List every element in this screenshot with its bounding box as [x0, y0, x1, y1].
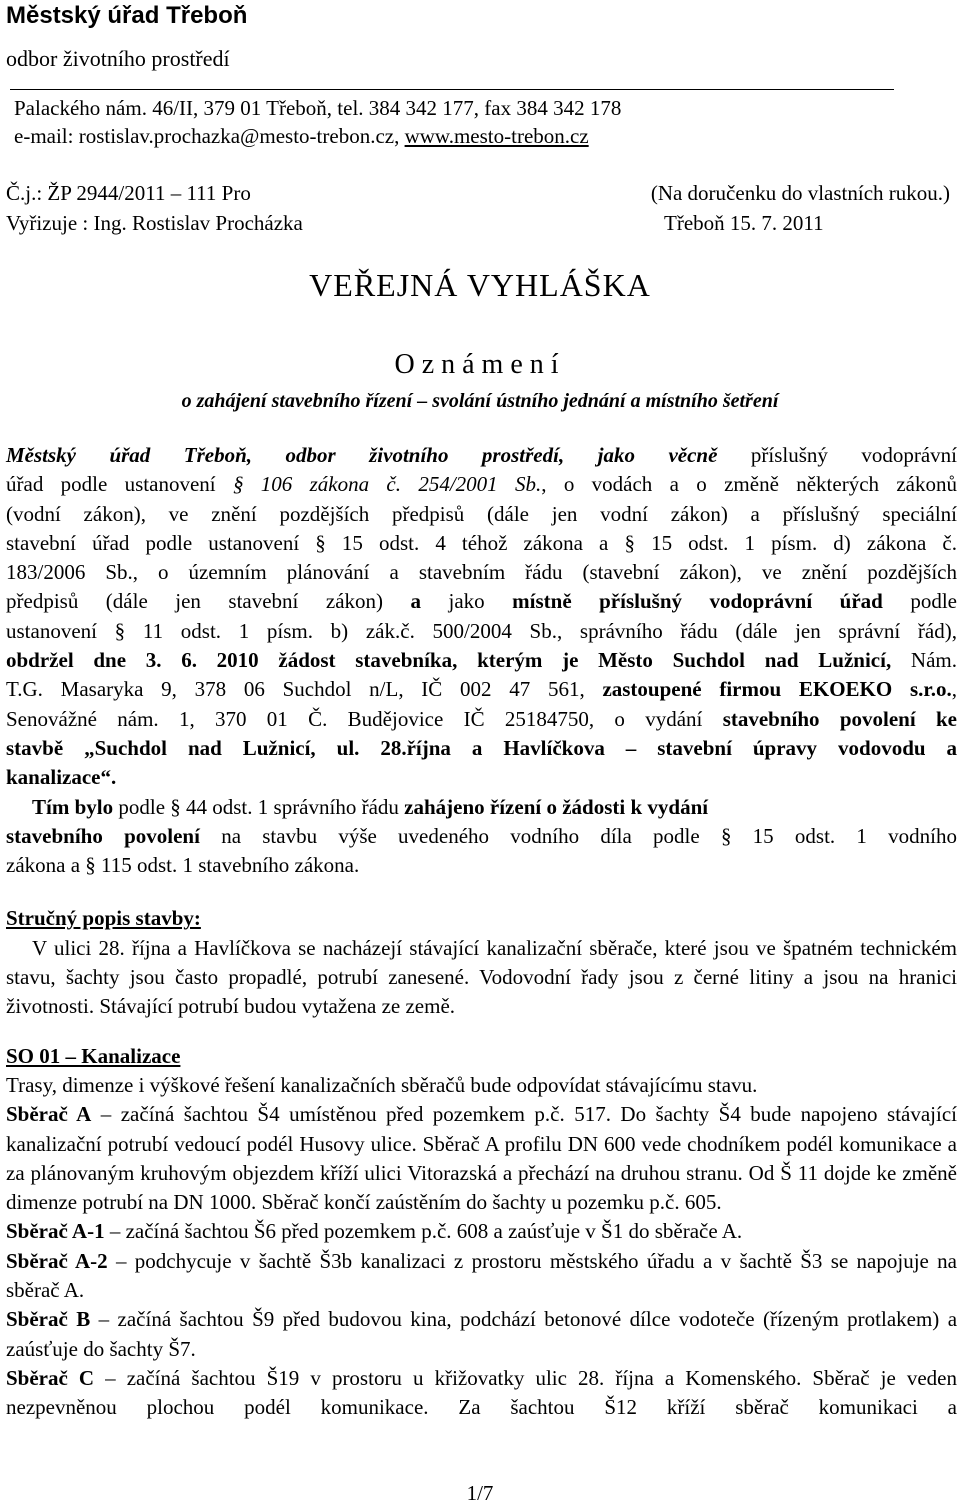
- delivery-note: (Na doručenku do vlastních rukou.): [650, 181, 950, 205]
- reference-number: Č.j.: ŽP 2944/2011 – 111 Pro: [6, 181, 251, 205]
- so01-heading: SO 01 – Kanalizace: [6, 1043, 181, 1068]
- paragraph-initiation-3: zákona a § 115 odst. 1 stavebního zákona.: [6, 853, 360, 878]
- email-text: e-mail: rostislav.prochazka@mesto-trebon.cz,: [14, 124, 405, 148]
- office-address: Palackého nám. 46/II, 379 01 Třeboň, tel. 384 342 177, fax 384 342 178: [14, 96, 622, 120]
- page-number: 1/7: [466, 1481, 494, 1505]
- collector-a2: Sběrač A-2 – podchycuje v šachtě Š3b kanalizaci z prostoru městského úřadu a v šachtě Š3 se napojuje na sběrač A.: [6, 1248, 957, 1303]
- intro-line-2: úřad podle ustanovení § 106 zákona č. 254/2001 Sb., o vodách a o změně některých zákonů: [6, 472, 957, 497]
- intro-line-11: stavbě „Suchdol nad Lužnicí, ul. 28.října a Havlíčkova – stavební úpravy vodovodu a: [6, 735, 957, 760]
- collector-c: Sběrač C – začíná šachtou Š19 v prostoru u křižovatky ulic 28. října a Komenského. Sběrač je veden nezpevněnou plochou podél komunikace. Za šachtou Š12 kříží sběrač komunikaci a: [6, 1365, 957, 1420]
- spacer: [6, 880, 957, 904]
- intro-line-3: (vodní zákon), ve znění pozdějších předpisů (dále jen vodní zákon) a příslušný speciální: [6, 501, 957, 526]
- intro-line-6: předpisů (dále jen stavební zákon) a jako místně příslušný vodoprávní úřad podle: [6, 589, 957, 614]
- description-heading: Stručný popis stavby:: [6, 906, 201, 931]
- intro-line-5: 183/2006 Sb., o územním plánování a stavebním řádu (stavební zákon), ve znění pozdějších: [6, 560, 958, 585]
- intro-line-9: T.G. Masaryka 9, 378 06 Suchdol n/L, IČ 002 47 561, zastoupené firmou EKOEKO s.r.o.,: [6, 677, 958, 702]
- office-title: Městský úřad Třeboň: [6, 2, 248, 29]
- department-name: odbor životního prostředí: [6, 46, 230, 71]
- intro-line-10: Senovážné nám. 1, 370 01 Č. Budějovice IČ 25184750, o vydání stavebního povolení ke: [6, 706, 957, 731]
- spacer: [6, 1022, 957, 1042]
- collector-a: Sběrač A – začíná šachtou Š4 umístěnou před pozemkem p.č. 517. Do šachty Š4 bude napojeno stávající kanalizační potrubí vedoucí podél Husovy ulice. Sběrač A profilu DN 600 vede chodníkem podél komunikace a za plánovaným kruhovým objezdem kříží ulici Vitorazská a přechází na druhou stranu. Od Š 11 dojde ke změně dimenze potrubí na DN 1000. Sběrač končí zaústěním do šachty u pozemku p.č. 605.: [6, 1102, 957, 1215]
- document-date: Třeboň 15. 7. 2011: [664, 211, 824, 235]
- paragraph-initiation-2: stavebního povolení na stavbu výše uvedeného vodního díla podle § 15 odst. 1 vodního: [6, 823, 957, 848]
- intro-line-7: ustanovení § 11 odst. 1 písm. b) zák.č. 500/2004 Sb., správního řádu (dále jen správní řád),: [6, 618, 957, 643]
- collector-a1: Sběrač A-1 – začíná šachtou Š6 před pozemkem p.č. 608 a zaúsťuje v Š1 do sběrače A.: [6, 1219, 743, 1244]
- notice-subject: o zahájení stavebního řízení – svolání ústního jednání a místního šetření: [181, 390, 779, 412]
- document-title: VEŘEJNÁ VYHLÁŠKA: [309, 267, 651, 303]
- header-divider: [10, 89, 894, 90]
- contact-line: [14, 124, 589, 149]
- intro-line-4: stavební úřad podle ustanovení § 15 odst. 4 téhož zákona a § 15 odst. 1 písm. d) zákona č.: [6, 530, 957, 555]
- so01-intro: Trasy, dimenze i výškové řešení kanalizačních sběračů bude odpovídat stávajícímu stavu.: [6, 1072, 758, 1097]
- website-link[interactable]: www.mesto-trebon.cz: [404, 124, 589, 148]
- intro-line-12: kanalizace“.: [6, 765, 117, 790]
- notice-heading: Oznámení: [394, 349, 566, 380]
- paragraph-initiation: Tím bylo podle § 44 odst. 1 správního řádu zahájeno řízení o žádosti k vydání: [32, 794, 709, 819]
- document-body: [6, 441, 957, 1423]
- intro-line-8: obdržel dne 3. 6. 2010 žádost stavebníka, kterým je Město Suchdol nad Lužnicí, Nám.: [6, 648, 957, 673]
- intro-line-1: Městský úřad Třeboň, odbor životního prostředí, jako věcně příslušný vodoprávní: [6, 443, 958, 467]
- description-text: V ulici 28. října a Havlíčkova se nacházejí stávající kanalizační sběrače, které jsou ve špatném technickém stavu, šachty jsou často propadlé, potrubí zanesené. Vodovodní řady jsou z černé litiny a jsou na hranici životnosti. Stávající potrubí budou vytažena ze země.: [6, 935, 957, 1019]
- collector-b: Sběrač B – začíná šachtou Š9 před budovou kina, podchází betonové dílce vodoteče (řízeným protlakem) a zaúsťuje do šachty Š7.: [6, 1307, 958, 1361]
- handled-by: Vyřizuje : Ing. Rostislav Procházka: [6, 211, 303, 235]
